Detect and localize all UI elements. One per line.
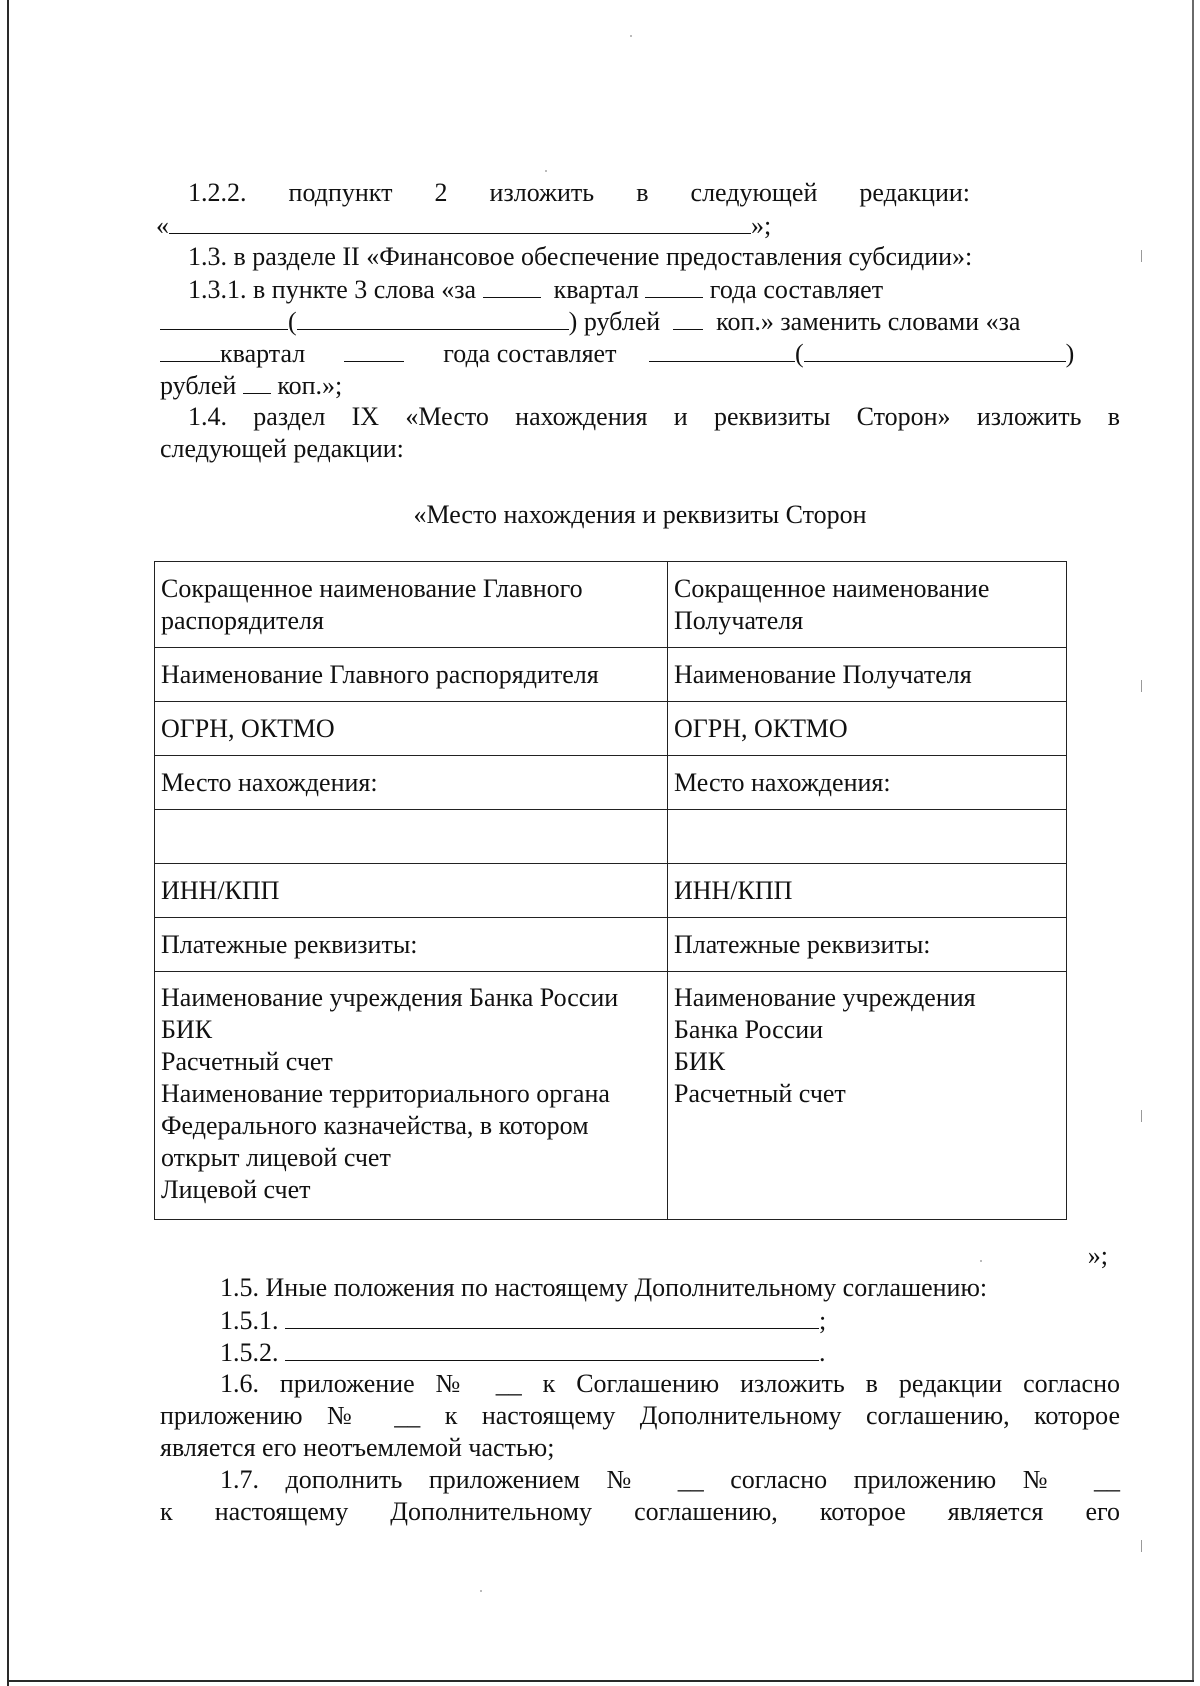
paragraph-1-4 (160, 401, 1120, 433)
table-cell-empty[interactable] (668, 810, 1067, 864)
table-cell: ОГРН, ОКТМО (155, 702, 668, 756)
fill-blank-year[interactable] (645, 273, 703, 298)
requisites-table (154, 561, 1067, 1220)
paragraph-text: квартал (553, 275, 639, 304)
paragraph-text: 1.5. Иные положения по настоящему Дополнительному соглашению: (220, 1273, 988, 1302)
table-cell-bank-left (155, 972, 668, 1220)
paragraph-1-3-1 (160, 273, 1120, 305)
fill-blank-amount-words[interactable] (297, 305, 569, 330)
table-row (155, 702, 1067, 756)
paragraph-text: рублей (160, 371, 237, 400)
document-body-after-table (160, 1240, 1120, 1528)
paragraph-text: следующей редакции: (160, 434, 404, 463)
paragraph-text: года составляет (443, 339, 617, 368)
fill-blank-kop[interactable] (673, 305, 703, 330)
close-quote: »; (751, 211, 772, 240)
scan-speck (630, 35, 632, 37)
table-row (155, 864, 1067, 918)
scan-mark (1141, 250, 1142, 262)
paragraph-1-3-1-line3 (160, 337, 1120, 369)
paragraph-1-2-2-blank (156, 209, 1120, 241)
paragraph-1-5 (160, 1272, 1120, 1304)
fill-blank-amount[interactable] (160, 305, 288, 330)
page-frame-bottom (7, 1680, 1194, 1682)
paragraph-1-7 (160, 1464, 1120, 1496)
paragraph-1-3 (160, 241, 1120, 273)
table-cell: ОГРН, ОКТМО (668, 702, 1067, 756)
table-cell: Место нахождения: (155, 756, 668, 810)
fill-blank-amount-words[interactable] (804, 337, 1066, 362)
paragraph-text: 1.3.1. в пункте 3 слова «за (188, 275, 477, 304)
paragraph-1-3-1-line2 (160, 305, 1120, 337)
paragraph-text: приложению № __ к настоящему Дополнительному соглашению, которое (160, 1401, 1120, 1430)
paragraph-text: 1.7. дополнить приложением № __ согласно приложению № __ (220, 1465, 1120, 1494)
document-body (156, 177, 1120, 535)
fill-blank-amount[interactable] (649, 337, 795, 362)
paragraph-text: 1.3. в разделе II «Финансовое обеспечение предоставления субсидии»: (188, 242, 973, 271)
paragraph-text: коп.»; (277, 371, 343, 400)
table-cell: Платежные реквизиты: (155, 918, 668, 972)
table-cell: ИНН/КПП (155, 864, 668, 918)
paragraph-text: коп.» заменить словами «за (716, 307, 1021, 336)
scan-mark (1141, 1540, 1142, 1552)
table-row (155, 756, 1067, 810)
paragraph-text: квартал (220, 339, 306, 368)
table-cell: ИНН/КПП (668, 864, 1067, 918)
page-frame-left (7, 0, 9, 1686)
section-title: «Место нахождения и реквизиты Сторон (413, 500, 867, 529)
table-row (155, 648, 1067, 702)
bank-line: Наименование учреждения (674, 983, 976, 1012)
fill-blank-year[interactable] (344, 337, 404, 362)
paragraph-text: ( (794, 339, 804, 368)
table-row (155, 810, 1067, 864)
paragraph-1-3-1-line4 (160, 369, 1120, 401)
bank-line: БИК (674, 1047, 726, 1076)
paragraph-text: 1.5.1. (220, 1306, 279, 1335)
paragraph-1-4-line2 (160, 433, 1120, 465)
bank-line: Расчетный счет (674, 1079, 846, 1108)
fill-blank-quarter[interactable] (160, 337, 220, 362)
table-cell: Наименование Получателя (668, 648, 1067, 702)
paragraph-1-2-2 (160, 177, 1120, 209)
table-row (155, 562, 1067, 648)
paragraph-1-6-line2 (160, 1400, 1120, 1432)
fill-blank[interactable] (285, 1304, 819, 1329)
paragraph-text: 1.5.2. (220, 1338, 279, 1367)
bank-line: БИК (161, 1015, 213, 1044)
scan-mark (1141, 1110, 1142, 1122)
table-cell: Сокращенное наименование Главного распорядителя (155, 562, 668, 648)
scan-mark (1141, 680, 1142, 692)
paragraph-1-6-line3 (160, 1432, 1120, 1464)
paragraph-text: . (819, 1338, 826, 1367)
table-cell: Место нахождения: (668, 756, 1067, 810)
scan-speck (545, 170, 547, 172)
paragraph-1-6 (160, 1368, 1120, 1400)
bank-line: Расчетный счет (161, 1047, 333, 1076)
table-cell-bank-right (668, 972, 1067, 1220)
paragraph-text: 1.6. приложение № __ к Соглашению изложить в редакции согласно (220, 1369, 1120, 1398)
paragraph-text: года составляет (709, 275, 884, 304)
open-quote: « (156, 211, 169, 240)
page-frame-right (1192, 0, 1194, 1680)
paragraph-text: к настоящему Дополнительному соглашению, которое является его (160, 1497, 1120, 1526)
table-row (155, 972, 1067, 1220)
paragraph-1-5-2 (160, 1336, 1120, 1368)
fill-blank-quarter[interactable] (483, 273, 541, 298)
fill-blank[interactable] (285, 1336, 819, 1361)
paragraph-text: является его неотъемлемой частью; (160, 1433, 555, 1462)
table-row (155, 918, 1067, 972)
table-cell-empty[interactable] (155, 810, 668, 864)
scan-speck (480, 1590, 482, 1592)
fill-blank[interactable] (169, 209, 751, 234)
bank-line: Наименование территориального органа (161, 1079, 610, 1108)
paragraph-1-7-line2 (160, 1496, 1120, 1528)
paragraph-text: ; (819, 1306, 827, 1335)
table-cell: Наименование Главного распорядителя (155, 648, 668, 702)
paragraph-text: ( (288, 307, 297, 336)
bank-line: открыт лицевой счет (161, 1143, 391, 1172)
bank-line: Федерального казначейства, в котором (161, 1111, 589, 1140)
paragraph-1-5-1 (160, 1304, 1120, 1336)
paragraph-text: ) (1065, 339, 1075, 368)
fill-blank-kop[interactable] (243, 369, 271, 394)
paragraph-text: 1.4. раздел IX «Место нахождения и реквизиты Сторон» изложить в (188, 402, 1120, 431)
bank-line: Лицевой счет (161, 1175, 311, 1204)
table-cell: Сокращенное наименование Получателя (668, 562, 1067, 648)
close-quote: »; (1087, 1241, 1108, 1270)
paragraph-text: 1.2.2. подпункт 2 изложить в следующей редакции: (188, 178, 970, 207)
paragraph-text: ) рублей (568, 307, 661, 336)
table-cell: Платежные реквизиты: (668, 918, 1067, 972)
bank-line: Наименование учреждения Банка России (161, 983, 619, 1012)
bank-line: Банка России (674, 1015, 824, 1044)
